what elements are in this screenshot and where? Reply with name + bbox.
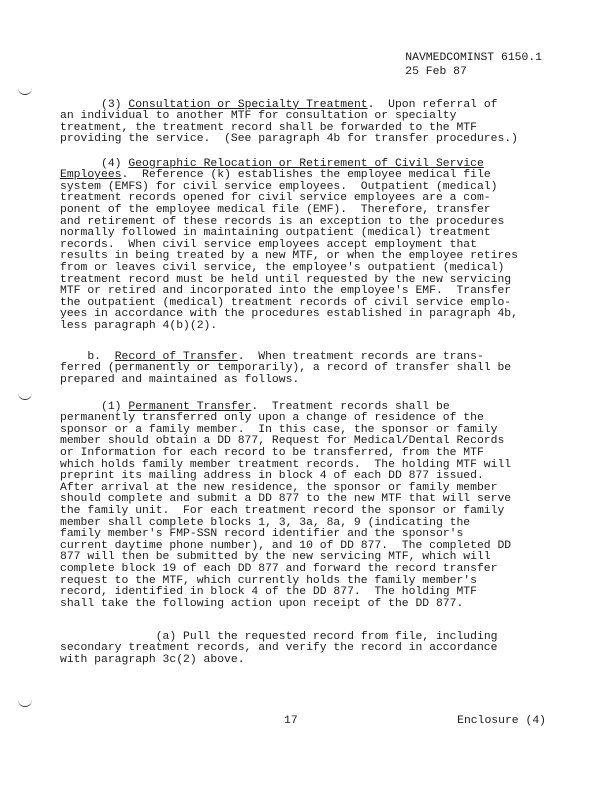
paragraph-body: system (EMFS) for civil service employees. Outpatient (medical) treatment records opened for civil service employees are a com- ponent of the employee medical file (EMF). Therefore, transfer and retirement of these records is an exception to the procedures normally followed in maintaining outpatient (medical) treatment records. When civil service employees accept employment that results in being treated by a new MTF, or when the employee retires from or leaves civil service, the employee's outpatient (medical) treatment record must be held until requested by the new servicing MTF or retired and incorporated into the employee's EMF. Transfer the outpatient (medical) treatment records of civil service emplo- yees in accordance with the procedures established in paragraph 4b, less paragraph 4(b)(2).: [60, 180, 518, 332]
paragraph-lead-text: . Upon referral of: [367, 98, 498, 111]
paragraph-title: Record of Transfer: [114, 350, 238, 363]
paragraph-number: (4): [101, 157, 122, 170]
paragraph-body: secondary treatment records, and verify the record in accordance with paragraph 3c(2) above.: [60, 642, 498, 666]
document-date: 25 Feb 87: [405, 65, 467, 78]
paragraph-title-line2: Employees: [60, 169, 122, 182]
paragraph-body: permanently transferred only upon a change of residence of the sponsor or a family member. In this case, the sponsor or family member should obtain a DD 877, Request for Medical/Dental Records or Information for each record to be transferred, from the MTF which holds family member treatment records. The holding MTF will preprint its mailing address in block 4 of each DD 877 issued. After arrival at the new residence, the sponsor or family member should complete and submit a DD 877 to the new MTF that will serve the family unit. For each treatment record the sponsor or family member shall complete blocks 1, 3, 3a, 8a, 9 (indicating the family member's FMP-SSN record identifier and the sponsor's current daytime phone number), and 10 of DD 877. The completed DD 877 will then be submitted by the new servicing MTF, which will complete block 19 of each DD 877 and forward the record transfer request to the MTF, which currently holds the family member's record, identified in block 4 of the DD 877. The holding MTF shall take the following action upon receipt of the DD 877.: [60, 412, 512, 610]
paragraph-lead-text: . Reference (k) establishes the employee medical file: [121, 169, 491, 182]
paragraph-number: b.: [87, 350, 102, 363]
paragraph-body: ferred (permanently or temporarily), a record of transfer shall be prepared and maintained as follows.: [60, 362, 512, 386]
paragraph-b1-permanent-transfer: [60, 390, 546, 622]
paragraph-a-pull-record: [60, 620, 546, 678]
binding-mark-middle: [18, 393, 32, 400]
paragraph-lead-text: . When treatment records are trans-: [237, 350, 484, 363]
instruction-number: NAVMEDCOMINST 6150.1: [405, 52, 542, 64]
paragraph-lead-text: . Treatment records shall be: [251, 400, 450, 413]
paragraph-title: Consultation or Specialty Treatment: [128, 98, 368, 111]
enclosure-label: Enclosure (4): [457, 715, 546, 727]
page-number: 17: [284, 715, 298, 727]
paragraph-number: (a): [155, 630, 177, 643]
paragraph-number: (3): [101, 98, 122, 111]
paragraph-title: Permanent Transfer: [128, 400, 252, 413]
binding-mark-bottom: [18, 700, 32, 707]
document-header: [405, 53, 542, 78]
paragraph-body: an individual to another MTF for consultation or specialty treatment, the treatment record shall be forwarded to the MTF providing the service. (See paragraph 4b for transfer procedures.): [60, 110, 518, 146]
paragraph-4-geographic-relocation: [60, 147, 546, 344]
paragraph-lead-text: Pull the requested record from file, including: [176, 630, 498, 643]
paragraph-number: (1): [101, 400, 122, 413]
binding-mark-top: [18, 88, 32, 95]
paragraph-title-line1: Geographic Relocation or Retirement of Civil Service: [128, 157, 484, 170]
